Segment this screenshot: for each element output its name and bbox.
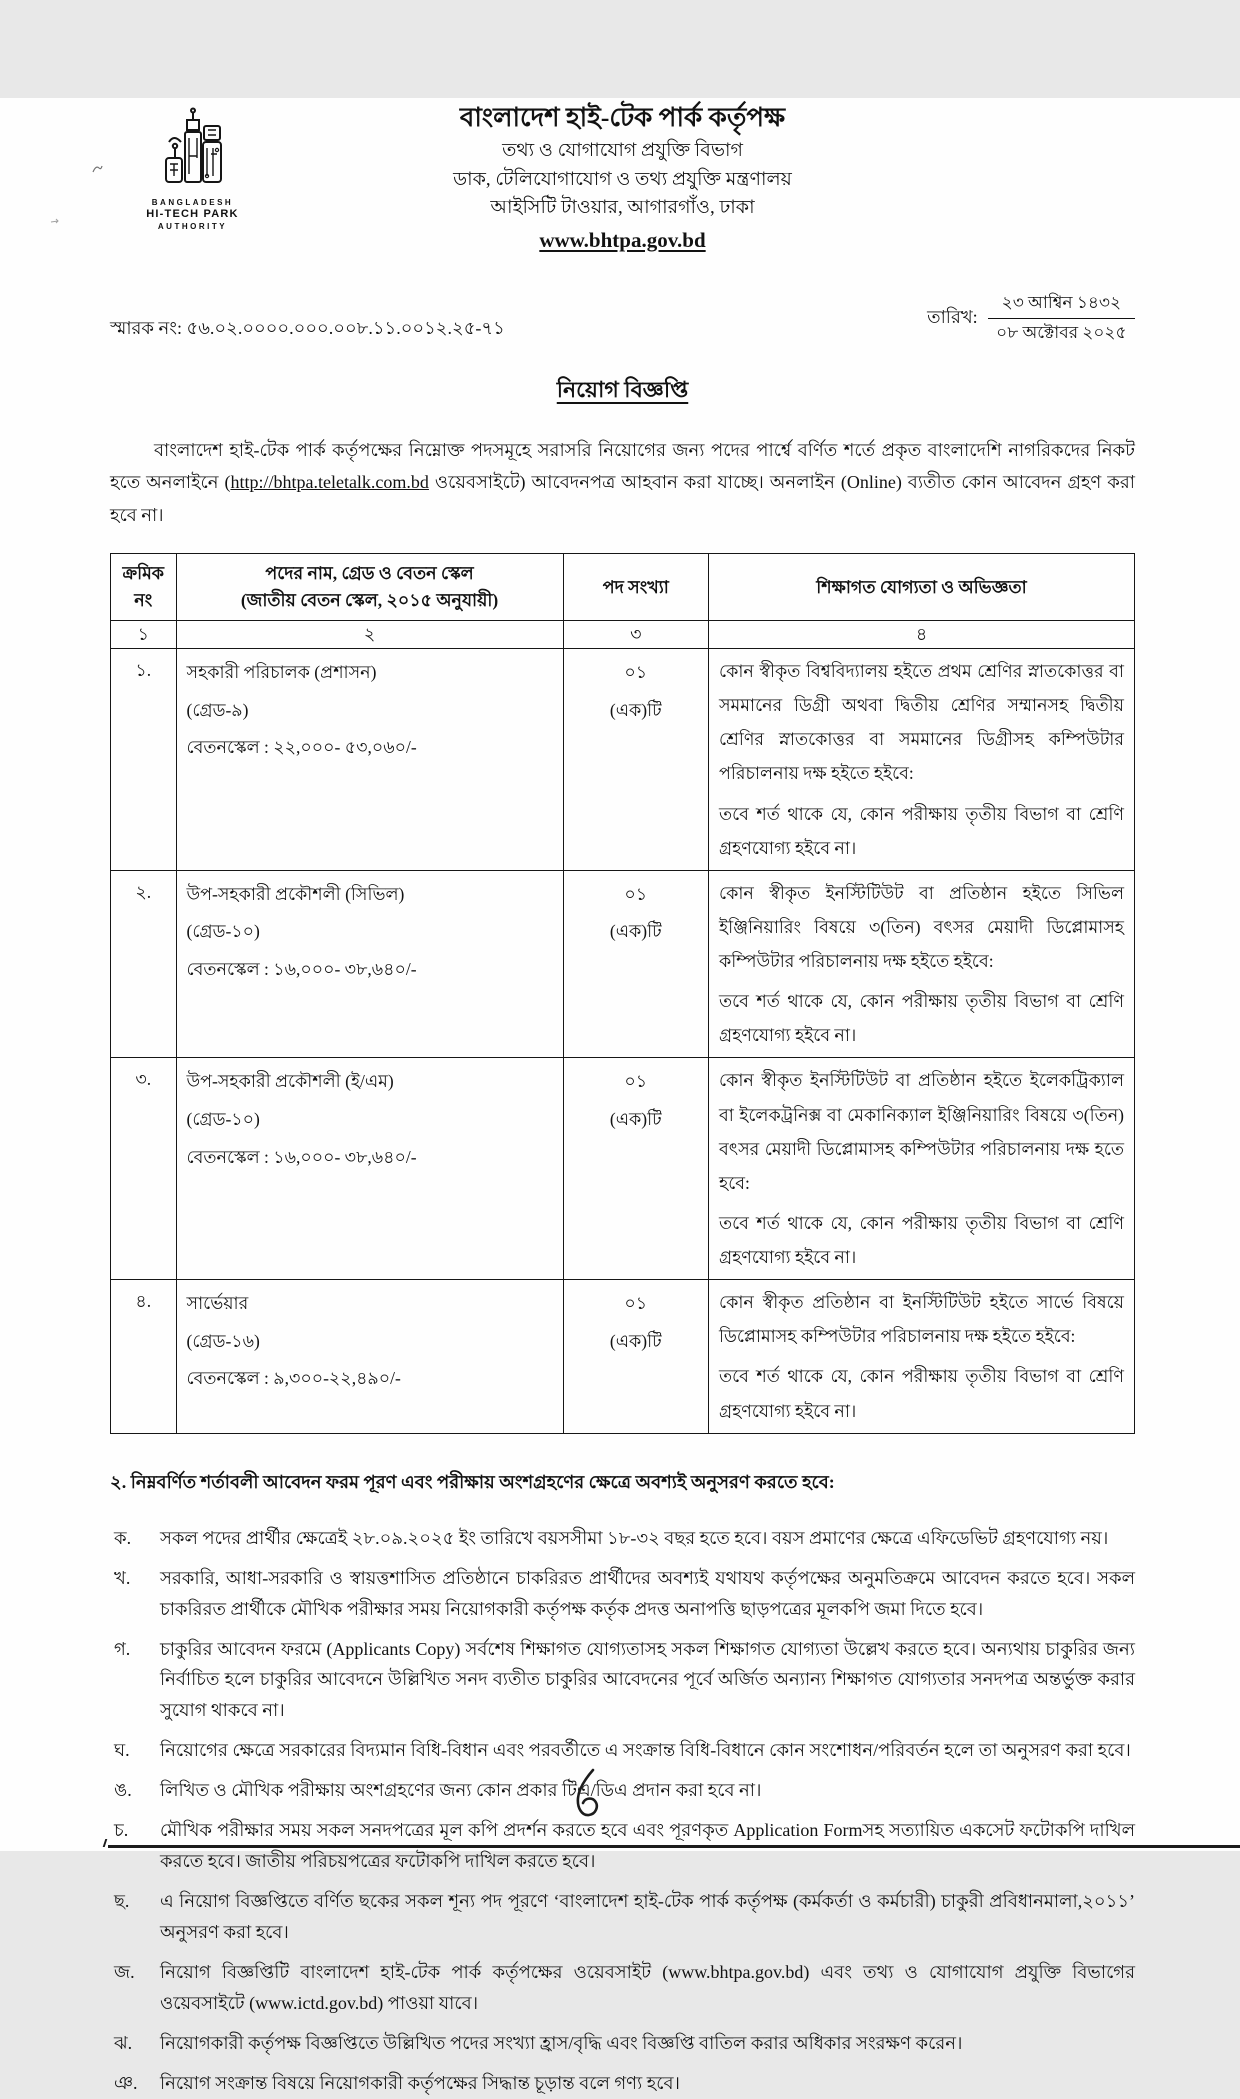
- colnum-3: ৩: [563, 621, 708, 649]
- item-text: লিখিত ও মৌখিক পরীক্ষায় অংশগ্রহণের জন্য কোন প্রকার টিএ/ডিএ প্রদান করা হবে না।: [160, 1780, 762, 1801]
- org-website-link[interactable]: www.bhtpa.gov.bd: [539, 227, 706, 252]
- item-label: ক.: [114, 1527, 132, 1548]
- row-post: সার্ভেয়ার (গ্রেড-১৬) বেতনস্কেল : ৯,৩০০-২২,৪৯০/-: [176, 1280, 563, 1434]
- intro-text-after: ওয়েবসাইটে) আবেদনপত্র আহবান করা যাচ্ছে। অনলাইন (Online) ব্যতীত কোন আবেদন গ্রহণ করা হবে না।: [110, 472, 1135, 525]
- item-text: নিয়োগ সংক্রান্ত বিষয়ে নিয়োগকারী কর্তৃপক্ষের সিদ্ধান্ত চূড়ান্ত বলে গণ্য হবে।: [160, 2072, 680, 2093]
- org-address: আইসিটি টাওয়ার, আগারগাঁও, ঢাকা: [490, 197, 755, 218]
- page-title: নিয়োগ বিজ্ঞপ্তি: [556, 376, 689, 402]
- memo-number: [110, 314, 505, 345]
- item-label: ঙ.: [114, 1780, 132, 1801]
- conditions-heading: ২. নিম্নবর্ণিত শর্তাবলী আবেদন ফরম পূরণ এবং পরীক্ষায় অংশগ্রহণের ক্ষেত্রে অবশ্যই অনুসরণ করতে হবে:: [110, 1471, 835, 1492]
- table-row: [111, 1058, 1135, 1280]
- table-row: [111, 1280, 1135, 1434]
- list-item: [110, 1735, 1135, 1766]
- item-label: ঝ.: [114, 2033, 133, 2054]
- date-values: [988, 292, 1135, 345]
- list-item: [110, 1886, 1135, 1948]
- job-circular-document: [0, 98, 1240, 2093]
- scan-bottom-edge: [108, 1845, 1240, 1848]
- org-name: বাংলাদেশ হাই-টেক পার্ক কর্তৃপক্ষ: [459, 103, 786, 132]
- item-label: ছ.: [114, 1891, 130, 1912]
- logo-text-authority: AUTHORITY: [157, 221, 228, 231]
- list-item: [110, 1957, 1135, 2019]
- memo-value: ৫৬.০২.০০০০.০০০.০০৮.১১.০০১২.২৫-৭১: [186, 317, 505, 338]
- item-label: চ.: [114, 1820, 129, 1841]
- colnum-1: ১: [111, 621, 177, 649]
- row-qualification: কোন স্বীকৃত বিশ্ববিদ্যালয় হইতে প্রথম শ্রেণির স্নাতকোত্তর বা সমমানের ডিগ্রী অথবা দ্বিতীয় শ্রেণির সম্মানসহ দ্বিতীয় শ্রেণির স্নাতকোত্তর বা সমমানের ডিগ্রীসহ কম্পিউটার পরিচালনায় দক্ষ হইতে হইবে: তবে শর্ত থাকে যে, কোন পরীক্ষায় তৃতীয় বিভাগ বা শ্রেণি গ্রহণযোগ্য হইবে না।: [709, 649, 1135, 871]
- colnum-2: ২: [176, 621, 563, 649]
- row-serial: ১.: [111, 649, 177, 871]
- posts-table: [110, 553, 1135, 1434]
- item-label: খ.: [114, 1567, 131, 1588]
- org-division: তথ্য ও যোগাযোগ প্রযুক্তি বিভাগ: [502, 140, 743, 161]
- header-post-count: পদ সংখ্যা: [563, 554, 708, 621]
- row-serial: ৩.: [111, 1058, 177, 1280]
- row-serial: ২.: [111, 870, 177, 1058]
- teletalk-application-link[interactable]: http://bhtpa.teletalk.com.bd: [230, 472, 429, 493]
- item-label: ঘ.: [114, 1740, 130, 1761]
- logo-text-hitech-park: HI-TECH PARK: [146, 208, 239, 220]
- table-row: [111, 870, 1135, 1058]
- item-text: নিয়োগকারী কর্তৃপক্ষ বিজ্ঞপ্তিতে উল্লিখিত পদের সংখ্যা হ্রাস/বৃদ্ধি এবং বিজ্ঞপ্তি বাতিল করার অধিকার সংরক্ষণ করেন।: [160, 2033, 963, 2054]
- row-qualification: কোন স্বীকৃত ইনস্টিটিউট বা প্রতিষ্ঠান হইতে ইলেকট্রিক্যাল বা ইলেকট্রনিক্স বা মেকানিক্যাল ইঞ্জিনিয়ারিং বিষয়ে ৩(তিন) বৎসর মেয়াদী ডিপ্লোমাসহ কম্পিউটার পরিচালনায় দক্ষ হতে হবে: তবে শর্ত থাকে যে, কোন পরীক্ষায় তৃতীয় বিভাগ বা শ্রেণি গ্রহণযোগ্য হইবে না।: [709, 1058, 1135, 1280]
- item-label: জ.: [114, 1962, 135, 1983]
- scan-artifact-dot: [50, 218, 62, 226]
- colnum-4: ৪: [709, 621, 1135, 649]
- row-post: উপ-সহকারী প্রকৌশলী (ই/এম) (গ্রেড-১০) বেতনস্কেল : ১৬,০০০- ৩৮,৬৪০/-: [176, 1058, 563, 1280]
- row-serial: ৪.: [111, 1280, 177, 1434]
- row-count: ০১ (এক)টি: [563, 870, 708, 1058]
- list-item: [110, 1563, 1135, 1625]
- column-number-row: [111, 621, 1135, 649]
- date-bangla: ২৩ আশ্বিন ১৪৩২: [988, 292, 1135, 319]
- memo-label: স্মারক নং:: [110, 317, 183, 338]
- row-count: ০১ (এক)টি: [563, 1058, 708, 1280]
- bhtpa-logo-icon: [156, 106, 230, 198]
- list-item: [110, 2028, 1135, 2059]
- item-text: মৌখিক পরীক্ষার সময় সকল সনদপত্রের মূল কপি প্রদর্শন করতে হবে এবং পূরণকৃত Application Formসহ সত্যায়িত একসেট ফটোকপি দাখিল করতে হবে। জাতীয় পরিচয়পত্রের ফটোকপি দাখিল করতে হবে।: [160, 1820, 1135, 1872]
- header-post-name: পদের নাম, গ্রেড ও বেতন স্কেল (জাতীয় বেতন স্কেল, ২০১৫ অনুযায়ী): [176, 554, 563, 621]
- intro-paragraph: [110, 434, 1135, 531]
- org-ministry: ডাক, টেলিযোগাযোগ ও তথ্য প্রযুক্তি মন্ত্রণালয়: [453, 168, 792, 190]
- row-post: সহকারী পরিচালক (প্রশাসন) (গ্রেড-৯) বেতনস্কেল : ২২,০০০- ৫৩,০৬০/-: [176, 649, 563, 871]
- item-text: সরকারি, আধা-সরকারি ও স্বায়ত্তশাসিত প্রতিষ্ঠানে চাকরিরত প্রার্থীদের অবশ্যই যথাযথ কর্তৃপক্ষের অনুমতিক্রমে আবেদন করতে হবে। সকল চাকরিরত প্রার্থীকে মৌখিক পরীক্ষার সময় নিয়োগকারী কর্তৃপক্ষ কর্তৃক প্রদত্ত অনাপত্তি ছাড়পত্রের মূলকপি জমা দিতে হবে।: [160, 1567, 1135, 1619]
- intro-text-before: বাংলাদেশ হাই-টেক পার্ক কর্তৃপক্ষের নিম্নোক্ত পদসমূহে সরাসরি নিয়োগের জন্য পদের পার্শ্বে বর্ণিত শর্তে প্রকৃত বাংলাদেশি নাগরিকদের নিকট হতে অনলাইনে (: [110, 439, 1135, 493]
- row-count: ০১ (এক)টি: [563, 1280, 708, 1434]
- letterhead: [110, 98, 1135, 258]
- logo-text-bangladesh: BANGLADESH: [151, 198, 234, 207]
- row-post: উপ-সহকারী প্রকৌশলী (সিভিল) (গ্রেড-১০) বেতনস্কেল : ১৬,০০০- ৩৮,৬৪০/-: [176, 870, 563, 1058]
- handwritten-mark: [566, 1766, 608, 1824]
- bhtpa-logo: [140, 106, 245, 232]
- date-block: [927, 292, 1135, 345]
- header-qualification: শিক্ষাগত যোগ্যতা ও অভিজ্ঞতা: [709, 554, 1135, 621]
- conditions-list: [110, 1523, 1135, 2099]
- table-header-row: [111, 554, 1135, 621]
- row-count: ০১ (এক)টি: [563, 649, 708, 871]
- item-label: ঞ.: [114, 2072, 138, 2093]
- row-qualification: কোন স্বীকৃত ইনস্টিটিউট বা প্রতিষ্ঠান হইতে সিভিল ইঞ্জিনিয়ারিং বিষয়ে ৩(তিন) বৎসর মেয়াদী ডিপ্লোমাসহ কম্পিউটার পরিচালনায় দক্ষ হইতে হইবে: তবে শর্ত থাকে যে, কোন পরীক্ষায় তৃতীয় বিভাগ বা শ্রেণি গ্রহণযোগ্য হইবে না।: [709, 870, 1135, 1058]
- item-text: এ নিয়োগ বিজ্ঞপ্তিতে বর্ণিত ছকের সকল শূন্য পদ পূরণে ‘বাংলাদেশ হাই-টেক পার্ক কর্তৃপক্ষ (কর্মকর্তা ও কর্মচারী) চাকুরী প্রবিধানমালা,২০১১’ অনুসরণ করা হবে।: [160, 1891, 1135, 1943]
- memo-date-row: [110, 292, 1135, 345]
- list-item: [110, 1634, 1135, 1727]
- item-label: গ.: [114, 1638, 131, 1659]
- date-label: তারিখ:: [927, 306, 978, 327]
- list-item: [110, 1775, 1135, 1806]
- date-gregorian: ০৮ অক্টোবর ২০২৫: [996, 322, 1127, 342]
- list-item: [110, 1523, 1135, 1554]
- table-row: [111, 649, 1135, 871]
- scan-artifact-mark: [90, 162, 104, 176]
- item-text: চাকুরির আবেদন ফরমে (Applicants Copy) সর্বশেষ শিক্ষাগত যোগ্যতাসহ সকল শিক্ষাগত যোগ্যতা উল্লেখ করতে হবে। অন্যথায় চাকুরির জন্য নির্বাচিত হলে চাকুরির আবেদনে উল্লিখিত সনদ ব্যতীত চাকুরির আবেদনের পূর্বে অর্জিত অন্যান্য শিক্ষাগত যোগ্যতার সনদপত্র অন্তর্ভুক্ত করার সুযোগ থাকবে না।: [160, 1638, 1135, 1721]
- list-item: [110, 2068, 1135, 2099]
- item-text: সকল পদের প্রার্থীর ক্ষেত্রেই ২৮.০৯.২০২৫ ইং তারিখে বয়সসীমা ১৮-৩২ বছর হতে হবে। বয়স প্রমাণের ক্ষেত্রে এফিডেভিট গ্রহণযোগ্য নয়।: [160, 1527, 1109, 1548]
- row-qualification: কোন স্বীকৃত প্রতিষ্ঠান বা ইনস্টিটিউট হইতে সার্ভে বিষয়ে ডিপ্লোমাসহ কম্পিউটার পরিচালনায় দক্ষ হইতে হইবে: তবে শর্ত থাকে যে, কোন পরীক্ষায় তৃতীয় বিভাগ বা শ্রেণি গ্রহণযোগ্য হইবে না।: [709, 1280, 1135, 1434]
- item-text: নিয়োগের ক্ষেত্রে সরকারের বিদ্যমান বিধি-বিধান এবং পরবর্তীতে এ সংক্রান্ত বিধি-বিধানে কোন সংশোধন/পরিবর্তন হলে তা অনুসরণ করা হবে।: [160, 1740, 1131, 1761]
- item-text: নিয়োগ বিজ্ঞপ্তিটি বাংলাদেশ হাই-টেক পার্ক কর্তৃপক্ষের ওয়েবসাইট (www.bhtpa.gov.bd) এবং তথ্য ও যোগাযোগ প্রযুক্তি বিভাগের ওয়েবসাইটে (www.ictd.gov.bd) পাওয়া যাবে।: [160, 1962, 1135, 2014]
- header-serial: ক্রমিক নং: [111, 554, 177, 621]
